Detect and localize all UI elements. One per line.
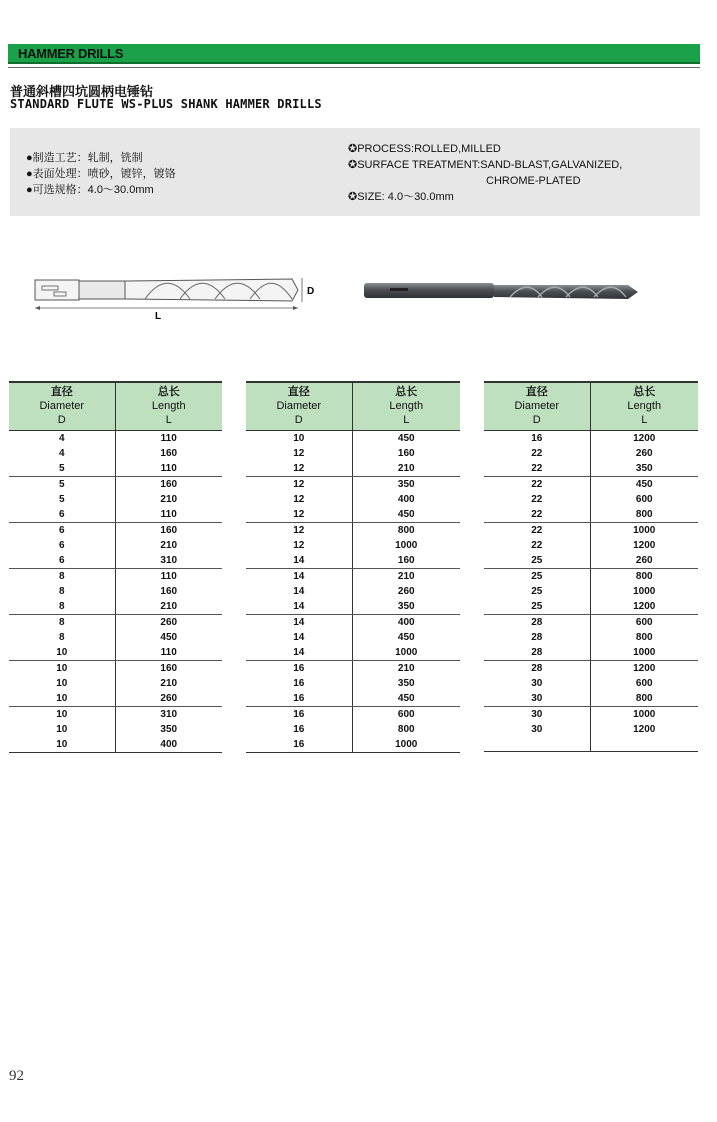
length-cell: 400: [352, 492, 460, 507]
length-cell: 350: [352, 676, 460, 691]
table-row: [246, 614, 460, 630]
length-cell: 160: [352, 446, 460, 461]
table-row: [246, 553, 460, 569]
length-cell: 450: [590, 476, 698, 492]
diameter-cell: 22: [531, 447, 543, 459]
length-cell: 450: [352, 630, 460, 645]
length-cell: 260: [115, 691, 222, 707]
length-cell: 600: [590, 614, 698, 630]
section-label: HAMMER DRILLS: [18, 46, 124, 61]
diameter-cell: 10: [9, 737, 115, 753]
diameter-cell: 25: [484, 553, 590, 569]
length-cell: 1000: [352, 737, 460, 753]
spec-list-en: [348, 141, 622, 205]
diameter-cell: 16: [246, 691, 352, 707]
table-row: [246, 507, 460, 523]
length-cell: 600: [590, 676, 698, 691]
table-row: [246, 737, 460, 753]
table-row: [9, 522, 222, 538]
diameter-cell: 22: [484, 461, 590, 477]
table-row: [484, 691, 698, 707]
length-cell: 160: [115, 476, 222, 492]
diameter-cell: 25: [531, 570, 543, 582]
diameter-cell: 30: [531, 677, 543, 689]
diameter-cell: 14: [293, 616, 305, 628]
table-row: [484, 584, 698, 599]
length-cell: 310: [115, 706, 222, 722]
spec-en-size: ✪SIZE: 4.0～30.0mm: [348, 191, 454, 203]
length-cell: 450: [352, 507, 460, 523]
table-row: [9, 737, 222, 753]
table-row: [246, 660, 460, 676]
length-cell: 1000: [590, 522, 698, 538]
diameter-cell: 10: [9, 645, 115, 661]
divider: [8, 67, 700, 68]
length-cell: 600: [590, 492, 698, 507]
size-table-2: [246, 381, 460, 753]
table-row: [9, 614, 222, 630]
table-row: [484, 492, 698, 507]
table-row: [246, 722, 460, 737]
diameter-cell: 14: [246, 645, 352, 661]
table-row: [484, 630, 698, 645]
length-cell: [590, 737, 698, 752]
spec-cn-surface: ●表面处理：喷砂，镀锌，镀铬: [26, 168, 176, 180]
length-cell: 1000: [352, 645, 460, 661]
length-cell: 1000: [590, 645, 698, 661]
dimension-l-label: L: [155, 311, 162, 322]
length-cell: 260: [590, 553, 698, 569]
table-row: [9, 691, 222, 707]
table-row: [484, 430, 698, 446]
diameter-cell: 8: [58, 570, 65, 582]
table-row: [9, 568, 222, 584]
diameter-cell: 22: [531, 478, 543, 490]
length-cell: 800: [590, 568, 698, 584]
length-cell: 350: [590, 461, 698, 477]
table-row: [9, 645, 222, 661]
diameter-cell: 14: [293, 585, 305, 597]
diameter-header: 直径 Diameter D: [484, 382, 590, 430]
diameter-cell: 30: [484, 691, 590, 707]
length-cell: 160: [115, 446, 222, 461]
diameter-cell: 10: [56, 708, 68, 720]
length-cell: 1200: [590, 430, 698, 446]
length-cell: 600: [352, 706, 460, 722]
table-row: [484, 568, 698, 584]
table-row: [246, 538, 460, 553]
diameter-cell: 22: [484, 507, 590, 523]
length-cell: 1200: [590, 722, 698, 737]
table-row: [246, 676, 460, 691]
diameter-cell: 4: [58, 432, 65, 444]
table-row: [484, 599, 698, 615]
table-row: [246, 630, 460, 645]
diameter-cell: 10: [56, 723, 68, 735]
length-cell: 210: [352, 660, 460, 676]
diameter-cell: 8: [58, 616, 65, 628]
length-cell: 110: [115, 645, 222, 661]
length-cell: 110: [115, 568, 222, 584]
length-cell: 260: [115, 614, 222, 630]
diameter-cell: 5: [9, 461, 115, 477]
length-cell: 800: [590, 691, 698, 707]
table-row: [484, 522, 698, 538]
table-row: [9, 446, 222, 461]
diameter-cell: 6: [9, 507, 115, 523]
table-row: [484, 538, 698, 553]
diameter-cell: 16: [246, 737, 352, 753]
length-cell: 160: [115, 660, 222, 676]
spec-cn-process: ●制造工艺：轧制，铣制: [26, 152, 143, 164]
length-cell: 350: [352, 599, 460, 615]
length-cell: 260: [590, 446, 698, 461]
length-cell: 800: [352, 722, 460, 737]
table-row: [9, 553, 222, 569]
table-row: [484, 660, 698, 676]
length-cell: 110: [115, 461, 222, 477]
spec-box: [10, 128, 700, 216]
diameter-cell: 12: [246, 461, 352, 477]
table-row: [484, 645, 698, 661]
drill-technical-drawing: [30, 268, 330, 328]
length-cell: 1200: [590, 538, 698, 553]
table-row: [9, 492, 222, 507]
spec-list-cn: [26, 150, 176, 198]
length-cell: 110: [115, 507, 222, 523]
table-row: [9, 461, 222, 477]
diameter-cell: 4: [58, 447, 65, 459]
table-row: [484, 553, 698, 569]
table-row: [9, 630, 222, 645]
table-row: [9, 507, 222, 523]
table-row: [9, 584, 222, 599]
table-row: [246, 599, 460, 615]
table-row: [9, 599, 222, 615]
length-cell: 260: [352, 584, 460, 599]
length-header: 总长 Length L: [352, 382, 460, 430]
diameter-cell: 6: [58, 524, 65, 536]
spec-en-process: ✪PROCESS:ROLLED,MILLED: [348, 143, 501, 155]
length-cell: 210: [352, 461, 460, 477]
table-row: [484, 676, 698, 691]
diameter-cell: 12: [293, 539, 305, 551]
length-cell: 1200: [590, 660, 698, 676]
size-table-1: [9, 381, 222, 753]
length-cell: 160: [115, 522, 222, 538]
length-cell: 210: [115, 492, 222, 507]
section-header-bar: [8, 44, 700, 64]
diameter-header: 直径 Diameter D: [9, 382, 115, 430]
diameter-header: 直径 Diameter D: [246, 382, 352, 430]
diameter-cell: 30: [531, 723, 543, 735]
product-title-en: STANDARD FLUTE WS-PLUS SHANK HAMMER DRILLS: [10, 97, 322, 111]
table-row: [484, 737, 698, 752]
diameter-cell: 22: [531, 493, 543, 505]
table-row: [9, 476, 222, 492]
table-row: [246, 584, 460, 599]
diameter-cell: [484, 737, 590, 752]
length-cell: 400: [115, 737, 222, 753]
dimension-d-label: D: [307, 286, 315, 297]
spec-cn-size: ●可选规格：4.0～30.0mm: [26, 184, 154, 196]
diameter-cell: 22: [531, 539, 543, 551]
spec-en-surface-cont: CHROME-PLATED: [486, 175, 581, 187]
table-row: [9, 430, 222, 446]
table-row: [9, 722, 222, 737]
diameter-cell: 16: [293, 677, 305, 689]
table-row: [484, 706, 698, 722]
diameter-cell: 28: [484, 645, 590, 661]
table-row: [9, 660, 222, 676]
diameter-cell: 12: [293, 447, 305, 459]
length-cell: 400: [352, 614, 460, 630]
diameter-cell: 14: [246, 599, 352, 615]
diameter-cell: 28: [531, 616, 543, 628]
diameter-cell: 10: [9, 691, 115, 707]
length-header: 总长 Length L: [590, 382, 698, 430]
length-cell: 160: [115, 584, 222, 599]
table-row: [9, 538, 222, 553]
length-cell: 210: [115, 538, 222, 553]
diameter-cell: 25: [484, 599, 590, 615]
length-cell: 450: [352, 430, 460, 446]
diameter-cell: 5: [58, 478, 65, 490]
diameter-cell: 6: [9, 553, 115, 569]
table-row: [484, 461, 698, 477]
diameter-cell: 30: [531, 708, 543, 720]
diameter-cell: 10: [56, 677, 68, 689]
length-cell: 450: [352, 691, 460, 707]
length-cell: 1000: [590, 706, 698, 722]
drill-product-photo: [360, 276, 650, 306]
table-row: [9, 676, 222, 691]
table-row: [484, 476, 698, 492]
table-row: [246, 446, 460, 461]
diameter-cell: 14: [293, 570, 305, 582]
diameter-cell: 6: [58, 539, 65, 551]
diameter-cell: 12: [293, 478, 305, 490]
size-table-3: [484, 381, 698, 752]
length-cell: 350: [352, 476, 460, 492]
diameter-cell: 12: [246, 507, 352, 523]
diameter-cell: 22: [531, 524, 543, 536]
diameter-cell: 5: [58, 493, 65, 505]
diameter-cell: 10: [56, 662, 68, 674]
table-row: [484, 507, 698, 523]
table-row: [246, 568, 460, 584]
length-cell: 210: [352, 568, 460, 584]
diameter-cell: 8: [58, 585, 65, 597]
length-cell: 110: [115, 430, 222, 446]
diameter-cell: 16: [531, 432, 543, 444]
length-cell: 800: [590, 507, 698, 523]
diameter-cell: 12: [293, 493, 305, 505]
diameter-cell: 8: [9, 599, 115, 615]
length-cell: 1000: [590, 584, 698, 599]
table-row: [246, 492, 460, 507]
length-cell: 160: [352, 553, 460, 569]
diameter-cell: 14: [246, 553, 352, 569]
table-row: [246, 476, 460, 492]
length-cell: 800: [590, 630, 698, 645]
table-row: [246, 522, 460, 538]
length-header: 总长 Length L: [115, 382, 222, 430]
table-row: [246, 706, 460, 722]
page-number: 92: [9, 1068, 24, 1084]
diameter-cell: 25: [531, 585, 543, 597]
diameter-cell: 28: [531, 662, 543, 674]
length-cell: 210: [115, 676, 222, 691]
table-row: [484, 614, 698, 630]
diameter-cell: 16: [293, 708, 305, 720]
length-cell: 1000: [352, 538, 460, 553]
length-cell: 210: [115, 599, 222, 615]
table-row: [484, 722, 698, 737]
diameter-cell: 16: [293, 662, 305, 674]
diameter-cell: 10: [293, 432, 305, 444]
length-cell: 1200: [590, 599, 698, 615]
product-title-cn: 普通斜槽四坑圆柄电锤钻: [10, 85, 154, 100]
table-row: [9, 706, 222, 722]
length-cell: 310: [115, 553, 222, 569]
diameter-cell: 28: [531, 631, 543, 643]
length-cell: 350: [115, 722, 222, 737]
table-row: [246, 430, 460, 446]
table-row: [246, 461, 460, 477]
table-row: [246, 691, 460, 707]
table-row: [484, 446, 698, 461]
diameter-cell: 16: [293, 723, 305, 735]
spec-en-surface: ✪SURFACE TREATMENT:SAND-BLAST,GALVANIZED,: [348, 159, 623, 171]
length-cell: 450: [115, 630, 222, 645]
diameter-cell: 14: [293, 631, 305, 643]
table-row: [246, 645, 460, 661]
diameter-cell: 12: [293, 524, 305, 536]
length-cell: 800: [352, 522, 460, 538]
diameter-cell: 8: [58, 631, 65, 643]
